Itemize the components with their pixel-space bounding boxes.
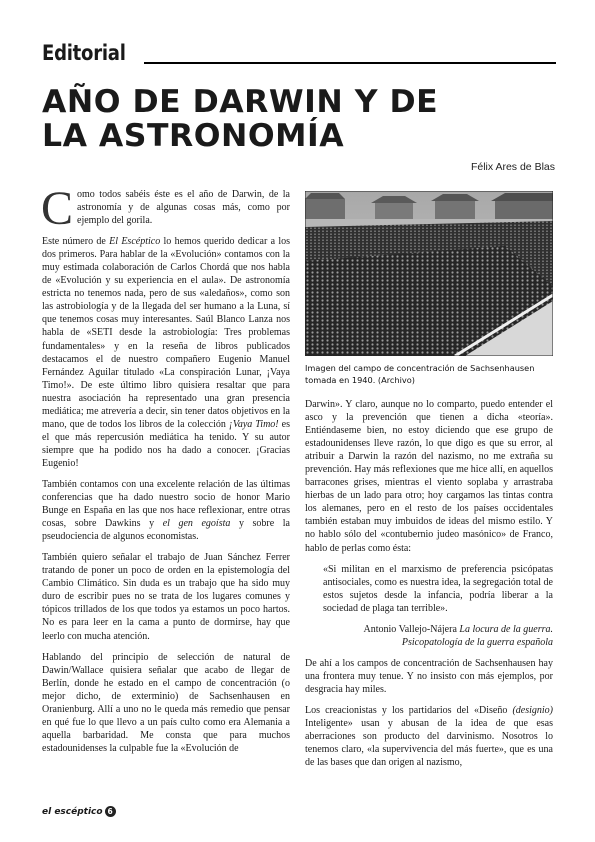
drop-cap: C (41, 182, 74, 235)
magazine-name: el escéptico (42, 806, 103, 817)
page-footer (42, 806, 116, 817)
block-quote: «Si militan en el marxismo de preferencia psicópatas antisociales, como es nuestra idea, la segregación total de estos sujetos desde la infancia, podría liberar a la sociedad de plaga tan terrible». (323, 563, 553, 614)
quote-attribution: Antonio Vallejo-Nájera La locura de la guerra. Psicopatología de la guerra española (363, 623, 553, 648)
photo-image (305, 191, 553, 356)
author-byline: Félix Ares de Blas (470, 161, 555, 173)
section-rule (144, 62, 556, 64)
page-number: 6 (105, 806, 116, 817)
right-paragraph-1: Darwin». Y claro, aunque no lo comparto, puedo entender el asco y la prevención que tienen a dicha «teoría». Entiéndaseme bien, no estoy diciendo que ese grupo de estadounidenses lleve razón, lo que digo es que su error, al atribuir a Darwin la razón del nazismo, no me extraña su prevención. Hay más reflexiones que me hice allí, en aquellos barracones grises, mientras el viento soplaba y arrastraba hierbas de un lado para otro; hoy cargamos las tintas contra los alemanes, pero en el resto de los países occidentales también estaban muy imbuidos de ideas del mismo estilo. Y no hablo sólo del «contubernio judeo masónico» de Franco, hablo de perlas como ésta: (305, 399, 553, 554)
paragraph-2: Este número de El Escéptico lo hemos querido dedicar a los dos primeros. Para hablar de la «Evolución» contamos con la muy estimada colaboración de Carlos Chordá que nos habla de «Evolución y su experiencia en el aula». De astronomía estricta no tenemos nada, pero de sus «aledaños», como son las astrobiología y de la llegada del ser humano a la Luna, sí que tenemos cosas muy interesantes. Saúl Blanco Lanza nos habla de «SETI desde la astrobiología: Tres problemas fundamentales» y en la reseña de libros publicados destacamos el de nuestro compañero Eugenio Manuel Fernández Aguilar titulado «La conspiración Lunar, ¡Vaya Timo!». De este último libro quisiera resaltar que para nuestra asociación ha representado una gran presencia mediática; me atrevería a decir, sin tener datos objetivos en la mano, que de todos los libros de la colección ¡Vaya Timo! es el que más repercusión mediática ha tenido. Y su autor siempre que ha podido nos ha dado a conocer. ¡Gracias Eugenio! (42, 236, 291, 469)
title-line-1: AÑO DE DARWIN Y DE (42, 84, 439, 120)
section-label: Editorial (42, 41, 126, 65)
paragraph-4: También quiero señalar el trabajo de Juan Sánchez Ferrer tratando de poner un poco de orden en la epistemología del Cambio Climático. Sin duda es un trabajo que ha sido muy duro de escribir pues no se trata de los lugares comunes y tópicos trillados de los que todos ya estamos un poco hartos. No es para leer en la cama a punto de dormirse, hay que leerlo con mucha atención. (42, 552, 290, 642)
paragraph-5: Hablando del principio de selección de natural de Dawin/Wallace quisiera señalar que acabo de llegar de Berlín, donde he estado en el campo de concentración (o mejor dicho, de exterminio) de Sachsenhausen en Oranienburg. Allí a uno no le queda más remedio que pensar en qué fue lo que llevo a un país culto como era Alemania a aquella barbaridad. Me consta que para muchos estadounidenses la culpable fue la «Evolución de (42, 651, 290, 754)
photo-caption: Imagen del campo de concentración de Sachsenhausen tomada en 1940. (Archivo) (305, 363, 535, 385)
paragraph-3: También contamos con una excelente relación de las últimas conferencias que ha dado nuestro socio de honor Mario Bunge en España en las que nos hace reflexionar, entre otras cosas, sobre Dawkins y el gen egoísta y sobre la pseudociencia de algunos economistas. (42, 478, 290, 543)
article-title (42, 85, 562, 153)
title-line-2: LA ASTRONOMÍA (42, 118, 345, 154)
right-paragraph-2: De ahí a los campos de concentración de Sachsenhausen hay una frontera muy tenue. Y no insisto con más ejemplos, por desgracia hay miles. (305, 657, 553, 695)
intro-paragraph: Como todos sabéis éste es el año de Darwin, de la astronomía y de algunas cosas más, como por ejemplo del gorila. (41, 182, 290, 235)
concentration-camp-photo (305, 191, 553, 356)
right-column (305, 398, 553, 777)
section-header (42, 41, 556, 71)
right-paragraph-3: Los creacionistas y los partidarios del «Diseño (designio) Inteligente» usan y abusan de la idea de que esas aberraciones son producto del darvinismo. Nosotros lo tenemos claro, «la supervivencia del más fuerte», que es una de las bases que dan origen al nazismo, (305, 704, 553, 769)
left-column (41, 182, 291, 763)
